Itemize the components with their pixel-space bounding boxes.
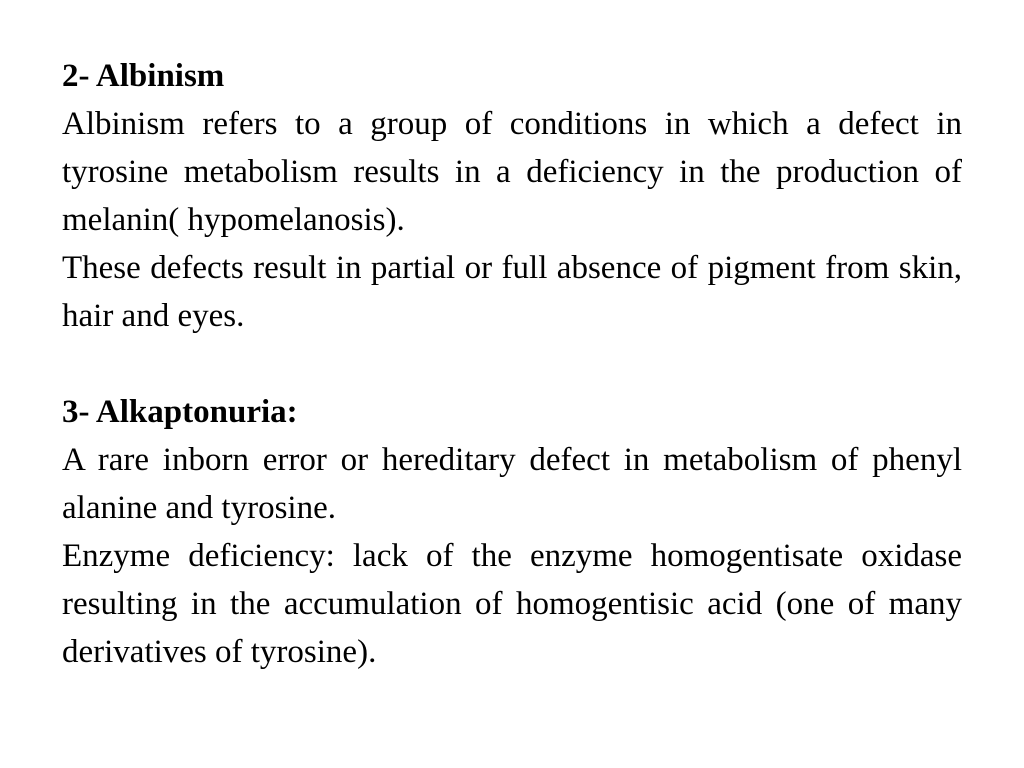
alkaptonuria-definition: A rare inborn error or hereditary defect in metabolism of phenyl alanine and tyrosine.	[62, 442, 962, 526]
slide-content	[62, 52, 962, 676]
section-heading-alkaptonuria: 3- Alkaptonuria:	[62, 394, 298, 430]
section-heading-albinism: 2- Albinism	[62, 58, 225, 94]
albinism-definition: Albinism refers to a group of conditions in which a defect in tyrosine metabolism results in a deficiency in the production of melanin( hypomelanosis).	[62, 106, 962, 238]
section-spacer	[62, 340, 962, 388]
albinism-effects: These defects result in partial or full absence of pigment from skin, hair and eyes.	[62, 250, 962, 334]
alkaptonuria-enzyme-deficiency: Enzyme deficiency: lack of the enzyme homogentisate oxidase resulting in the accumulation of homogentisic acid (one of many derivatives of tyrosine).	[62, 538, 962, 670]
